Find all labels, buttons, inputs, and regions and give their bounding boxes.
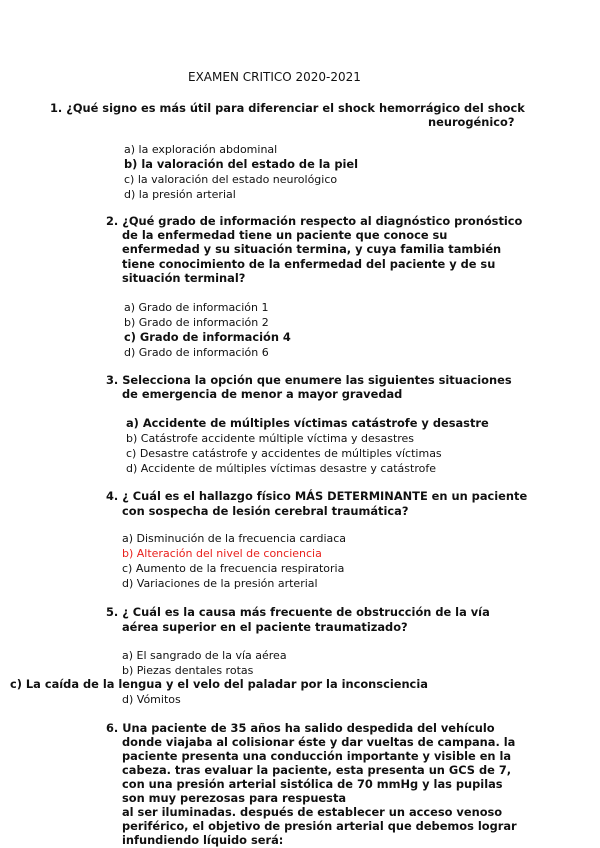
q2-option-b: b) Grado de información 2 (124, 316, 269, 329)
question-6-line-4: cabeza. tras evaluar la paciente, esta presenta un GCS de 7, (122, 763, 512, 777)
question-2-line-4: tiene conocimiento de la enfermedad del paciente y de su (122, 257, 496, 271)
question-2-line-3: enfermedad y su situación termina, y cuya familia también (122, 242, 502, 256)
question-5-line-1: 5. ¿ Cuál es la causa más frecuente de obstrucción de la vía (106, 605, 490, 619)
q2-option-d: d) Grado de información 6 (124, 346, 269, 359)
q5-option-d: d) Vómitos (122, 693, 181, 706)
question-1-line-2: neurogénico? (428, 115, 515, 129)
question-5-line-2: aérea superior en el paciente traumatizado? (122, 620, 408, 634)
q1-option-d: d) la presión arterial (124, 188, 236, 201)
question-6-line-5: con una presión arterial sistólica de 70 mmHg y las pupilas (122, 777, 503, 791)
q4-option-b: b) Alteración del nivel de conciencia (122, 547, 322, 560)
q3-option-c: c) Desastre catástrofe y accidentes de múltiples víctimas (126, 447, 442, 460)
q4-option-a: a) Disminución de la frecuencia cardiaca (122, 532, 347, 545)
q1-option-b: b) la valoración del estado de la piel (124, 157, 359, 171)
q5-option-b: b) Piezas dentales rotas (122, 664, 254, 677)
question-3-line-1: 3. Selecciona la opción que enumere las siguientes situaciones (106, 373, 512, 387)
question-6-line-6: son muy perezosas para respuesta (122, 791, 347, 805)
question-6-line-3: paciente presenta una conducción importante y visible en la (122, 749, 512, 763)
question-1-line-1: 1. ¿Qué signo es más útil para diferenciar el shock hemorrágico del shock (50, 101, 525, 115)
question-2-line-1: 2. ¿Qué grado de información respecto al diagnóstico pronóstico (106, 214, 523, 228)
q4-option-d: d) Variaciones de la presión arterial (122, 577, 318, 590)
q3-option-b: b) Catástrofe accidente múltiple víctima y desastres (126, 432, 415, 445)
q5-option-a: a) El sangrado de la vía aérea (122, 649, 287, 662)
q2-option-c: c) Grado de información 4 (124, 330, 291, 344)
question-4-line-1: 4. ¿ Cuál es el hallazgo físico MÁS DETERMINANTE en un paciente (106, 489, 528, 503)
question-6-line-1: 6. Una paciente de 35 años ha salido despedida del vehículo (106, 721, 495, 735)
question-2-line-2: de la enfermedad tiene un paciente que conoce su (122, 228, 448, 242)
q3-option-d: d) Accidente de múltiples víctimas desastre y catástrofe (126, 462, 436, 475)
question-2-line-5: situación terminal? (122, 271, 246, 285)
q1-option-c: c) la valoración del estado neurológico (124, 173, 338, 186)
document-title: EXAMEN CRITICO 2020-2021 (188, 70, 361, 84)
question-4-line-2: con sospecha de lesión cerebral traumática? (122, 504, 409, 518)
question-6-line-7: al ser iluminadas. después de establecer un acceso venoso (122, 805, 503, 819)
q2-option-a: a) Grado de información 1 (124, 301, 269, 314)
question-3-line-2: de emergencia de menor a mayor gravedad (122, 387, 403, 401)
question-6-line-2: donde viajaba al colisionar éste y dar vueltas de campana. la (122, 735, 516, 749)
question-6-line-8: periférico, el objetivo de presión arterial que debemos lograr (122, 819, 517, 833)
q3-option-a: a) Accidente de múltiples víctimas catástrofe y desastre (126, 416, 489, 430)
q5-option-c: c) La caída de la lengua y el velo del paladar por la inconsciencia (10, 677, 428, 691)
question-6-line-9: infundiendo líquido será: (122, 833, 284, 847)
q4-option-c: c) Aumento de la frecuencia respiratoria (122, 562, 345, 575)
q1-option-a: a) la exploración abdominal (124, 143, 278, 156)
